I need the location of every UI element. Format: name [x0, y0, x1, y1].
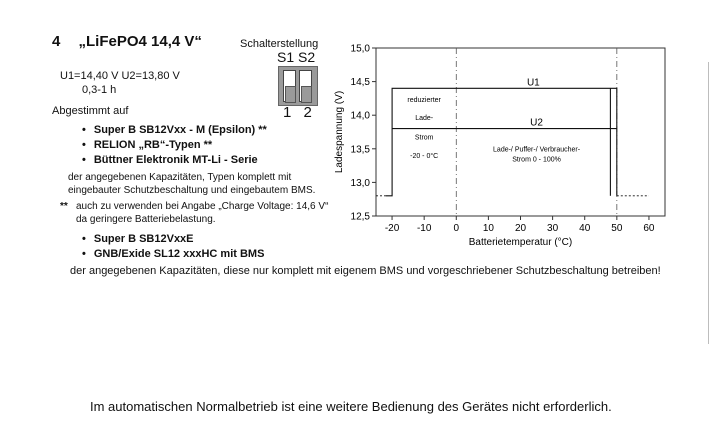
plot-frame — [376, 48, 665, 216]
x-tick-label: 0 — [453, 223, 460, 234]
note2-line2: da geringere Batteriebelastung. — [76, 214, 216, 225]
section-heading — [52, 33, 202, 50]
charge-voltage-chart — [330, 30, 690, 260]
chart-annotation: -20 - 0°C — [410, 153, 439, 161]
x-tick-label: 30 — [547, 223, 559, 234]
battery-item: • RELION „RB“-Typen ** — [96, 139, 212, 151]
footer-text: Im automatischen Normalbetrieb ist eine weitere Bedienung des Gerätes nicht erforderlich. — [90, 399, 612, 414]
chart-annotation: Strom 0 - 100% — [512, 156, 561, 164]
charge-time-text: 0,3-1 h — [82, 84, 117, 96]
x-tick-label: 20 — [514, 223, 527, 234]
chart-annotation: reduzierter — [407, 96, 441, 104]
x-tick-label: -20 — [384, 223, 400, 234]
x-tick-label: 50 — [611, 223, 623, 234]
y-tick-label: 13,5 — [350, 144, 370, 156]
final-note: der angegebenen Kapazitäten, diese nur komplett mit eigenem BMS und vorgeschriebener Schutzbeschaltung betreiben! — [70, 265, 661, 277]
note2-marker: ** — [60, 201, 68, 212]
x-axis-label: Batterietemperatur (°C) — [468, 237, 573, 248]
chart-annotation: Lade- — [415, 114, 434, 122]
section-number: 4 — [52, 33, 61, 50]
voltages-text: U1=14,40 V U2=13,80 V — [60, 70, 180, 82]
switch-s1-slot — [283, 70, 296, 102]
page-edge-line — [708, 62, 709, 344]
switch-s2-knob — [301, 86, 312, 103]
series-line — [386, 88, 617, 196]
dip-switch-icon — [278, 66, 318, 106]
y-tick-label: 14,0 — [350, 110, 370, 122]
x-tick-label: 60 — [643, 223, 655, 234]
y-tick-label: 12,5 — [350, 211, 370, 223]
switch-labels: S1 S2 — [277, 49, 316, 65]
series-label: U1 — [526, 77, 540, 89]
switch-title: Schalterstellung — [240, 38, 319, 50]
chart-annotation: Lade-/ Puffer-/ Verbraucher- — [493, 146, 581, 154]
chart-annotation: Strom — [414, 134, 434, 142]
battery-item: • Super B SB12Vxx - M (Epsilon) ** — [96, 124, 267, 136]
note1-line1: der angegebenen Kapazitäten, Typen komplett mit — [68, 172, 292, 183]
y-tick-label: 14,5 — [350, 77, 370, 89]
battery-item: • Super B SB12VxxE — [96, 233, 194, 245]
series-label: U2 — [530, 117, 543, 129]
x-tick-label: -10 — [416, 223, 432, 234]
y-tick-label: 15,0 — [350, 43, 370, 55]
battery-item: • GNB/Exide SL12 xxxHC mit BMS — [96, 248, 264, 260]
note1-line2: eingebauter Schutzbeschaltung und eingebautem BMS. — [68, 185, 316, 196]
switch-numbers: 1 2 — [283, 104, 316, 121]
y-axis-label: Ladespannung (V) — [334, 90, 345, 174]
switch-s1-knob — [285, 86, 296, 103]
y-tick-label: 13,0 — [350, 177, 370, 189]
x-tick-label: 10 — [482, 223, 494, 234]
battery-item: • Büttner Elektronik MT-Li - Serie — [96, 154, 258, 166]
tuned-label: Abgestimmt auf — [52, 105, 129, 117]
switch-s2-slot — [299, 70, 312, 102]
x-tick-label: 40 — [579, 223, 591, 234]
section-title: „LiFePO4 14,4 V“ — [78, 33, 202, 50]
note2-line1: auch zu verwenden bei Angabe „Charge Voltage: 14,6 V“ — [76, 201, 329, 212]
